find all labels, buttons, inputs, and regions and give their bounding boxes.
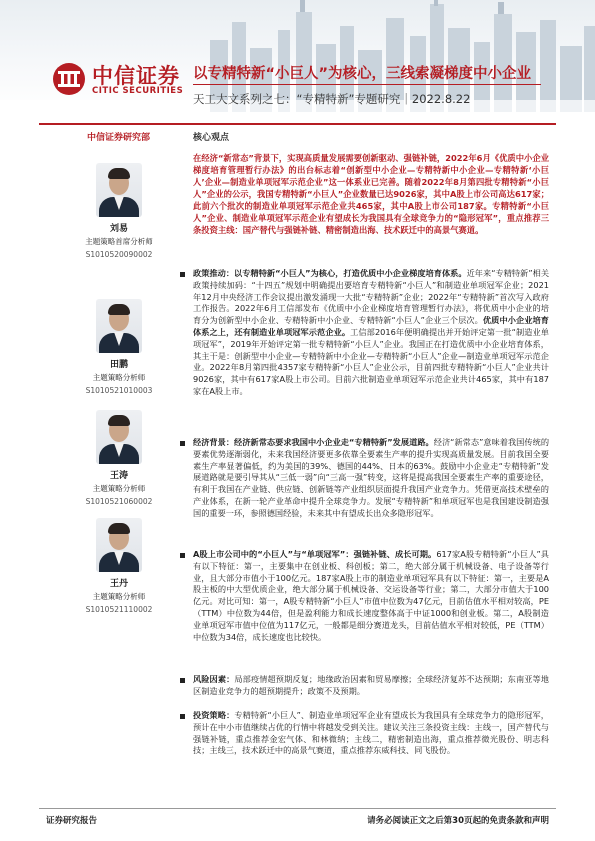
bullet-policy [180,268,549,398]
header-divider [39,123,556,125]
analyst-cert: S1010521010003 [85,386,153,395]
analyst-role: 主题策略分析师 [92,484,146,493]
analyst-photo [96,163,142,217]
bullet-economy [180,437,549,520]
footer-divider [39,808,556,809]
bullet-marker-icon [180,272,185,277]
analyst-photo [96,410,142,464]
bullet-marker-icon [180,553,185,558]
analyst-name: 王涛 [109,471,128,481]
bullet-marker-icon [180,714,185,719]
title-divider [193,84,541,85]
department-label: 中信证券研究部 [87,133,151,143]
logo-text-cn: 中信证券 [92,64,180,88]
bullet-marker-icon [180,678,185,683]
analyst-name: 田鹏 [109,360,128,370]
report-title: 以专精特新“小巨人”为核心，三线索凝梯度中小企业 [193,66,532,82]
footer-report-type: 证券研究报告 [46,816,98,826]
logo-text-en: CITIC SECURITIES [92,86,184,96]
bullet-body: 专精特新“小巨人”、制造业单项冠军企业有望成长为我国具有全球竞争力的隐形冠军，预计在中小市值继续占优的行情中将越发受到关注。建议关注三条投资主线：主线一，国产替代与强链补链，重点推荐金宏气体、和林微纳；主线二，精密制造出海，重点推荐微光股份、明志科技；主线三，技术跃迁中的高景气赛道，重点推荐东威科技、同飞股份。 [193,710,549,756]
bullet-lead: 投资策略： [193,710,235,720]
analyst-card [64,299,174,397]
analyst-cert: S1010521110002 [85,605,153,614]
bullet-lead-2: 优质中小企业培育体系之上，还有制造业单项冠军示范企业。 [193,315,549,337]
analyst-photo [96,518,142,572]
analyst-photo [96,299,142,353]
bullet-body-2: 工信部2016年便明确提出并开始评定第一批“制造业单项冠军”，2019年开始评定第一批专精特新“小巨人”企业。我国正在打造优质中小企业培育体系，其主干是：创新型中小企业—专精特新中小企业—专精特新“小巨人”企业—制造业单项冠军示范企业。2022年8月第四批4357家专精特新“小巨人”企业公示，目前四批专精特新“小巨人”企业共计9026家，其中有617家A股上市公司。目前六批制造业单项冠军示范企业共计465家，其中有187家在A股上市。 [193,326,549,396]
analyst-cert: S1010520090002 [85,250,153,259]
analyst-role: 主题策略首席分析师 [85,237,153,246]
section-title: 核心观点 [193,133,230,143]
bullet-lead: A股上市公司中的“小巨人”与“单项冠军”：强链补链、成长可期。 [193,549,437,559]
analyst-card [64,163,174,261]
analyst-role: 主题策略分析师 [92,592,146,601]
bullet-lead: 风险因素： [193,674,235,684]
citic-logo-icon [52,62,86,96]
analyst-card [64,410,174,508]
analyst-role: 主题策略分析师 [92,373,146,382]
report-subtitle: 天工大文系列之七：“专精特新”专题研究｜2022.8.22 [193,92,471,106]
core-summary: 在经济“新常态”背景下，实现高质量发展需要创新驱动、强链补链，2022年6月《优质中小企业梯度培育管理暂行办法》的出台标志着“创新型中小企业—专精特新中小企业—专精特新‘小巨人’企业—制造业单项冠军示范企业”这一体系业已完善。随着2022年8月第四批专精特新“小巨人”企业的公示，我国专精特新“小巨人”企业数量已达9026家，其中A股上市公司高达617家；此前六个批次的制造业单项冠军示范企业共465家，其中A股上市公司187家。专精特新“小巨人”企业、制造业单项冠军示范企业有望成长为我国具有全球竞争力的“隐形冠军”，重点推荐三条投资主线：国产替代与强链补链、精密制造出海、技术跃迁中的高景气赛道。 [193,153,549,235]
analyst-name: 刘易 [109,224,128,234]
bullet-marker-icon [180,441,185,446]
bullet-lead: 经济背景：经济新常态要求我国中小企业走“专精特新”发展道路。 [193,437,434,447]
bullet-body: 近年来“专精特新”相关政策持续加码：“十四五”规划中明确提出要培育专精特新“小巨人”和制造业单项冠军企业；2021年12月中央经济工作会议提出激发涌现一大批“专精特新”企业；2022年“专精特新”首次写入政府工作报告。2022年6月工信部发布《优质中小企业梯度培育管理暂行办法》，将优质中小企业的培育分为创新型中小企业、专精特新中小企业、专精特新“小巨人”企业三个层次。 [193,268,550,326]
bullet-strategy [180,710,549,757]
analyst-card [64,518,174,616]
analyst-name: 王丹 [109,579,128,589]
header-banner [0,0,595,112]
bullet-body: 经济“新常态”意味着我国传统的要素优势逐渐弱化，未来我国经济要更多依靠全要素生产率的提升实现高质量发展。目前我国全要素生产率显著偏低，约为美国的39%、德国的44%、日本的63%。鼓励中小企业走“专精特新”发展道路就是要引导其从“三低一弱”向“三高一强”转变，这将是提高我国全要素生产率的重要途径，有利于我国在产业链、供应链、创新链等产业组织层面提升我国产业竞争力。凭借更高技术壁垒的产业体系，在新一轮产业革命中提升全球竞争力。发展“专精特新”和单项冠军也是我国建设制造强国的重要一环，参照德国经验，未来其中有望成长出众多隐形冠军。 [193,437,550,518]
bullet-a-share [180,549,549,643]
bullet-risk [180,674,549,698]
analyst-cert: S1010521060002 [85,497,153,506]
bullet-lead: 政策推动：以专精特新“小巨人”为核心，打造优质中小企业梯度培育体系。 [193,268,467,278]
bullet-body: 617家A股专精特新“小巨人”具有以下特征：第一，主要集中在创业板、科创板；第二，绝大部分属于机械设备、电子设备等行业，且大部分市值小于100亿元。187家A股上市的制造业单项冠军具有以下特征：第一，主要是A股主板的中大型优质企业，绝大部分属于机械设备、交运设备等行业；第二，大部分市值大于100亿元。对比可知：第一，A股专精特新“小巨人”市值中位数为47亿元，目前估值水平相对较高，PE（TTM）中位数为44倍，但是盈利能力和成长速度整体高于中证1000和创业板。第二，A股制造业单项冠军市值中位值为117亿元，一般都是细分赛道龙头，目前估值水平相对较低，PE（TTM）中位数为34倍，成长速度也比较快。 [193,549,549,642]
bullet-body: 局部疫情超预期反复；地缘政治因素和贸易摩擦；全球经济复苏不达预期；东南亚等地区制造业竞争力的超预期提升；政策不及预期。 [193,674,549,696]
footer-disclaimer: 请务必阅读正文之后第30页起的免责条款和声明 [367,816,549,826]
